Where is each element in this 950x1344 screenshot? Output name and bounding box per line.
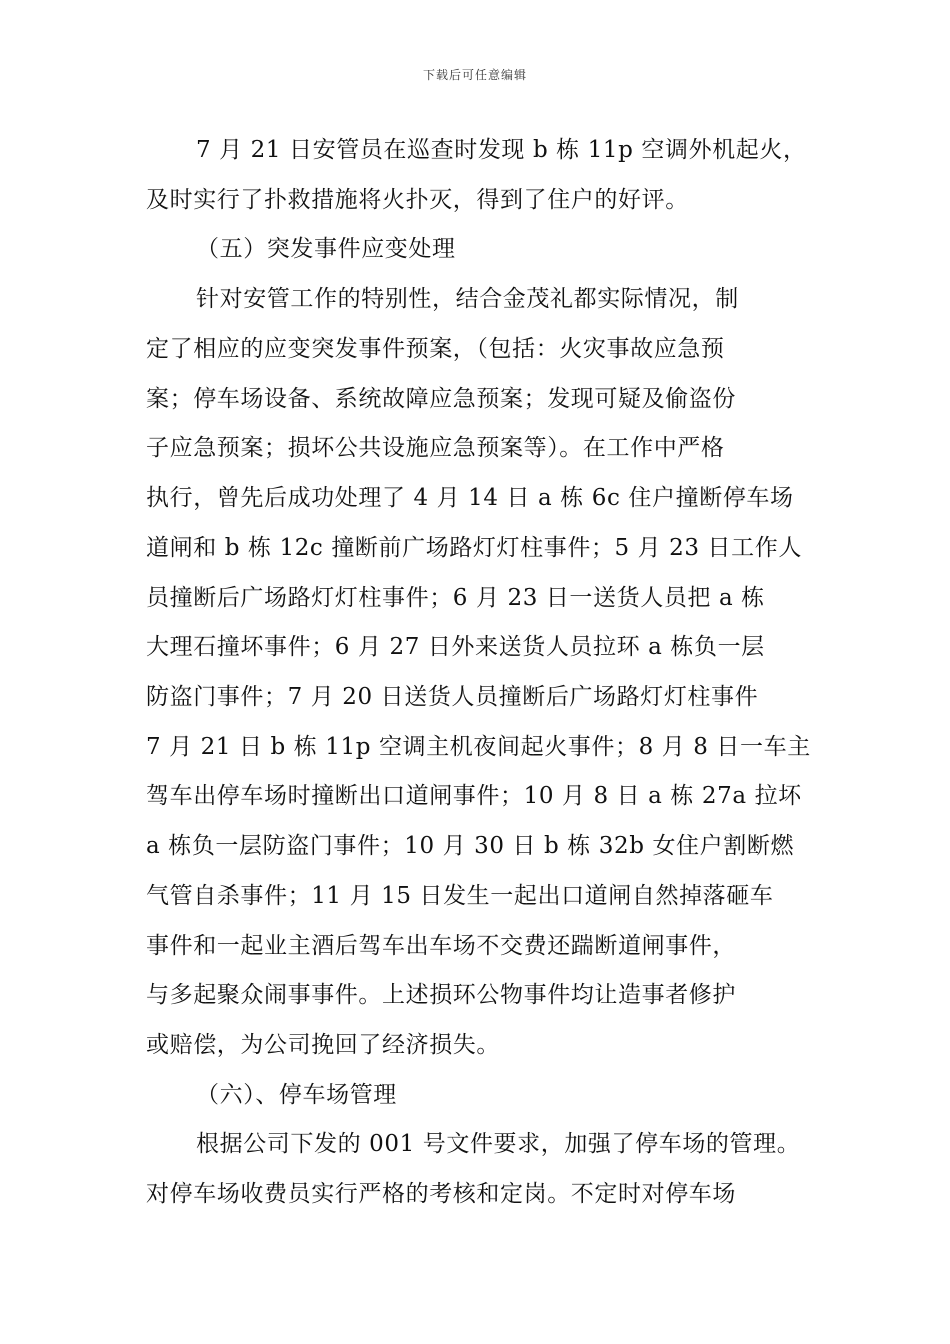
body-line-17: 事件和一起业主酒后驾车出车场不交费还踹断道闸事件， [146,933,736,959]
body-line-12: 防盗门事件；7 月 20 日送货人员撞断后广场路灯灯柱事件 [146,684,759,710]
body-line-14: 驾车出停车场时撞断出口道闸事件；10 月 8 日 a 栋 27a 拉坏 [146,783,802,809]
body-line-9: 道闸和 b 栋 12c 撞断前广场路灯灯柱事件；5 月 23 日工作人 [146,535,802,561]
body-line-22: 对停车场收费员实行严格的考核和定岗。不定时对停车场 [146,1181,736,1207]
body-line-11: 大理石撞坏事件；6 月 27 日外来送货人员拉环 a 栋负一层 [146,634,765,660]
body-line-4: 针对安管工作的特别性，结合金茂礼都实际情况，制 [196,286,739,312]
body-line-2: 及时实行了扑救措施将火扑灭，得到了住户的好评。 [146,187,689,213]
body-line-15: a 栋负一层防盗门事件；10 月 30 日 b 栋 32b 女住户割断燃 [146,833,795,859]
section-heading-5: （五）突发事件应变处理 [196,236,456,262]
body-line-5: 定了相应的应变突发事件预案，（包括：火灾事故应急预 [146,336,725,362]
page-header-note: 下载后可任意编辑 [422,68,527,82]
section-heading-6: （六）、停车场管理 [196,1082,397,1108]
body-line-19: 或赔偿，为公司挽回了经济损失。 [146,1032,500,1058]
body-line-13: 7 月 21 日 b 栋 11p 空调主机夜间起火事件；8 月 8 日一车主 [146,734,811,760]
body-line-16: 气管自杀事件；11 月 15 日发生一起出口道闸自然掉落砸车 [146,883,774,909]
body-line-6: 案；停车场设备、系统故障应急预案；发现可疑及偷盗份 [146,386,736,412]
body-line-10: 员撞断后广场路灯灯柱事件；6 月 23 日一送货人员把 a 栋 [146,585,765,611]
body-line-18: 与多起聚众闹事事件。上述损环公物事件均让造事者修护 [146,982,736,1008]
body-line-7: 子应急预案；损坏公共设施应急预案等）。在工作中严格 [146,435,725,461]
body-line-8: 执行，曾先后成功处理了 4 月 14 日 a 栋 6c 住户撞断停车场 [146,485,794,511]
body-line-1: 7 月 21 日安管员在巡查时发现 b 栋 11p 空调外机起火， [196,137,807,163]
body-line-21: 根据公司下发的 001 号文件要求，加强了停车场的管理。 [196,1131,801,1157]
